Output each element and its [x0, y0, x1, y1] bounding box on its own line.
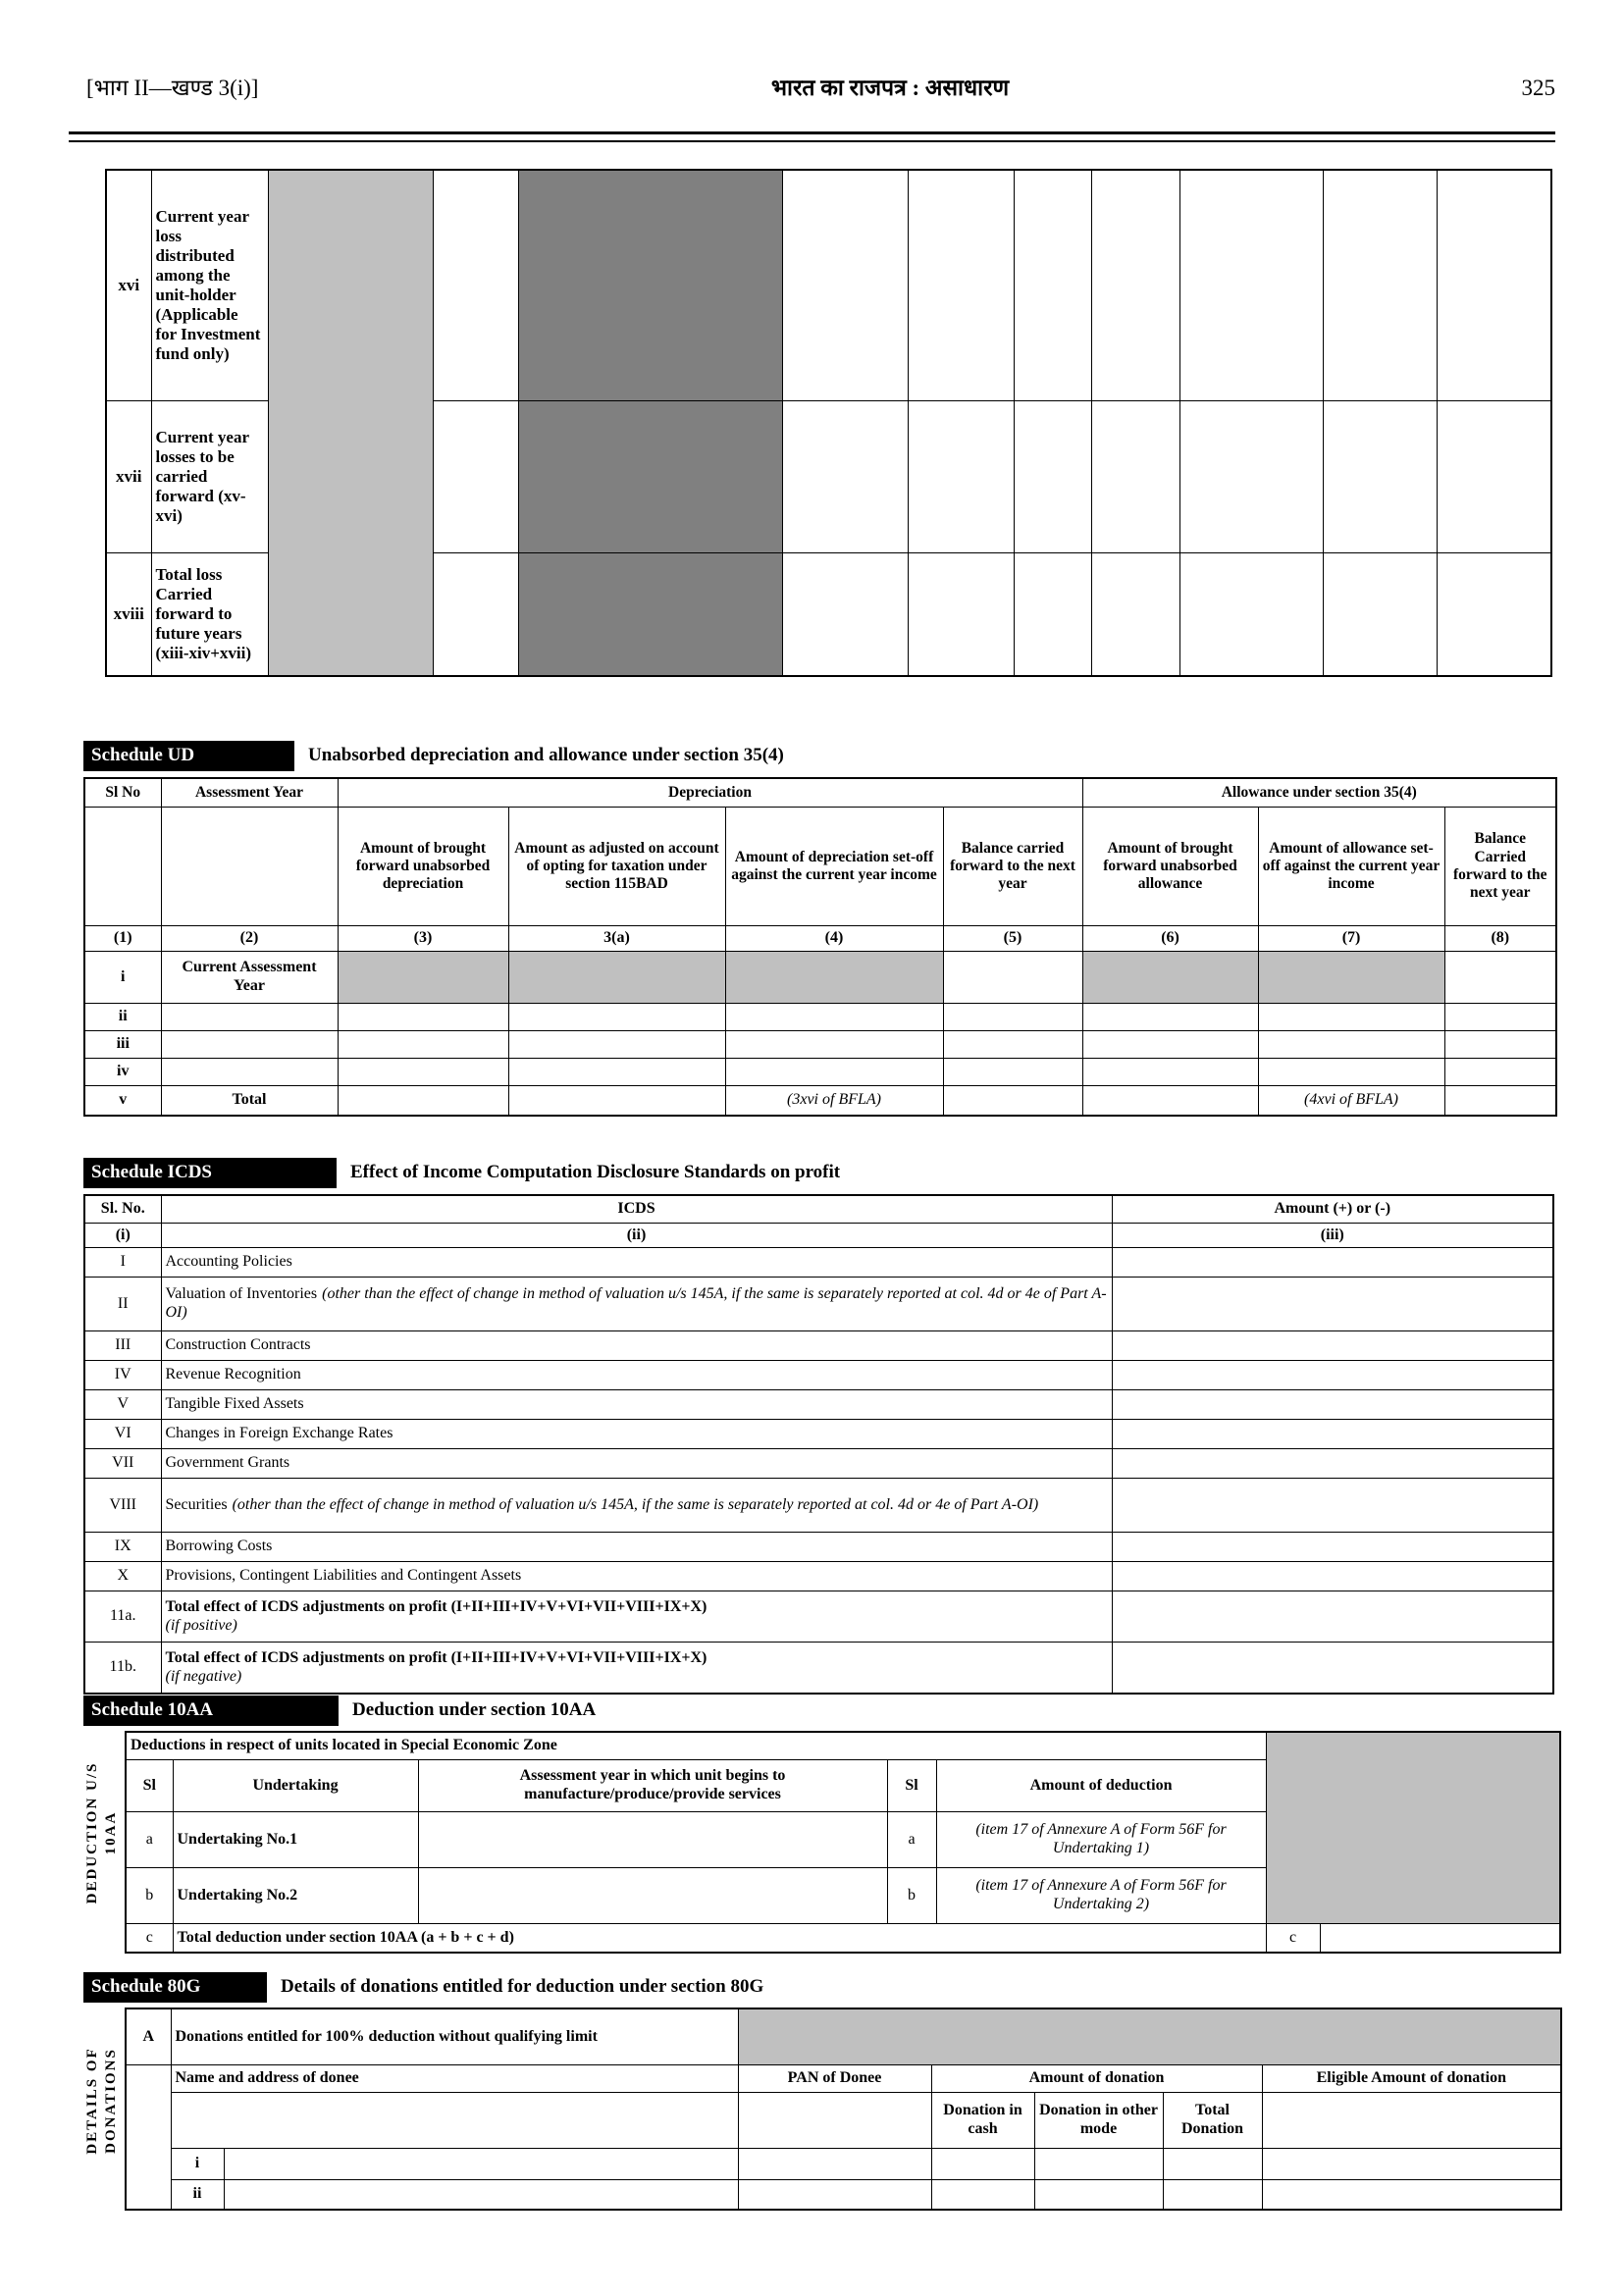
input-cell[interactable] [338, 1059, 508, 1086]
input-cell[interactable] [338, 1004, 508, 1031]
table-row [84, 1533, 1553, 1562]
table-row [126, 2008, 1561, 2065]
col-header-assessment-year: Assessment year in which unit begins to manufacture/produce/provide services [418, 1760, 887, 1812]
col-number: (i) [84, 1224, 161, 1248]
col-header-other-mode: Donation in other mode [1034, 2093, 1163, 2149]
input-cell[interactable] [433, 401, 518, 553]
row-label: 11a. [84, 1591, 161, 1643]
input-cell[interactable] [1320, 1924, 1560, 1954]
input-cell[interactable] [931, 2180, 1034, 2211]
row-description: Current year losses to be carried forward (xv-xvi) [151, 401, 268, 553]
row-label: iv [84, 1059, 161, 1086]
input-cell[interactable] [161, 1031, 338, 1059]
input-cell[interactable] [1179, 553, 1323, 677]
table-row [106, 170, 1551, 401]
col-number: (4) [725, 926, 943, 952]
input-cell[interactable] [1258, 1004, 1444, 1031]
col-header: Amount of depreciation set-off against the current year income [725, 808, 943, 926]
table-row [84, 1643, 1553, 1695]
col-header: Amount of brought forward unabsorbed depreciation [338, 808, 508, 926]
schedule-icds-heading [83, 1157, 840, 1188]
row-label: xviii [106, 553, 151, 677]
input-cell[interactable] [161, 1059, 338, 1086]
cell-reference-note: (item 17 of Annexure A of Form 56F for Undertaking 2) [936, 1868, 1266, 1924]
section-label: A [126, 2008, 171, 2065]
row-description: Total loss Carried forward to future years (xiii-xiv+xvii) [151, 553, 268, 677]
schedule-ud-heading [83, 740, 784, 771]
input-cell[interactable] [725, 1059, 943, 1086]
icds-item: Total effect of ICDS adjustments on profit (I+II+III+IV+V+VI+VII+VIII+IX+X) (if positive) [161, 1591, 1112, 1643]
undertaking-name: Undertaking No.2 [173, 1868, 418, 1924]
input-cell[interactable] [1112, 1562, 1553, 1591]
table-row [84, 1331, 1553, 1361]
row-label: b [887, 1868, 936, 1924]
input-cell[interactable] [1112, 1533, 1553, 1562]
header-gazette-title: भारत का राजपत्र : असाधारण [770, 76, 1010, 100]
col-number: (5) [943, 926, 1082, 952]
input-cell[interactable] [943, 1004, 1082, 1031]
icds-item: Tangible Fixed Assets [161, 1390, 1112, 1420]
col-number: (6) [1082, 926, 1258, 952]
schedule-ud-title: Unabsorbed depreciation and allowance under section 35(4) [308, 745, 784, 765]
shaded-cell [338, 952, 508, 1004]
input-cell[interactable] [1323, 553, 1437, 677]
schedule-80g-title: Details of donations entitled for deduction under section 80G [281, 1976, 764, 1997]
table-row [84, 778, 1556, 808]
input-cell[interactable] [433, 553, 518, 677]
input-cell[interactable] [224, 2149, 738, 2180]
input-cell[interactable] [161, 1004, 338, 1031]
input-cell[interactable] [1163, 2149, 1262, 2180]
input-cell[interactable] [931, 2149, 1034, 2180]
page-header [86, 71, 1555, 102]
icds-item: Borrowing Costs [161, 1533, 1112, 1562]
table-row [126, 2180, 1561, 2211]
schedule-80g-heading [83, 1971, 763, 2003]
table-row [84, 1390, 1553, 1420]
icds-item: Government Grants [161, 1449, 1112, 1479]
input-cell[interactable] [943, 1031, 1082, 1059]
table-row [84, 1224, 1553, 1248]
col-header-pan: PAN of Donee [738, 2065, 931, 2093]
cell-reference-note: (4xvi of BFLA) [1258, 1086, 1444, 1117]
table-row [126, 2093, 1561, 2149]
input-cell[interactable] [1014, 401, 1091, 553]
input-cell[interactable] [338, 1031, 508, 1059]
input-cell[interactable] [1163, 2180, 1262, 2211]
input-cell[interactable] [1444, 1059, 1556, 1086]
loss-carry-forward-table [105, 169, 1552, 677]
icds-item: Valuation of Inventories (other than the effect of change in method of valuation u/s 145A, if the same is separately reported at col. 4d or 4e of Part A-OI) [161, 1278, 1112, 1331]
col-header-amount: Amount (+) or (-) [1112, 1195, 1553, 1224]
row-label: IX [84, 1533, 161, 1562]
col-header-amount: Amount of deduction [936, 1760, 1266, 1812]
schedule-10aa-tag: Schedule 10AA [83, 1695, 339, 1726]
input-cell[interactable] [1112, 1479, 1553, 1533]
blank-cell [126, 2065, 171, 2211]
col-header-slno: Sl. No. [84, 1195, 161, 1224]
col-header-assessment-year: Assessment Year [161, 778, 338, 808]
icds-item: Construction Contracts [161, 1331, 1112, 1361]
input-cell[interactable] [433, 170, 518, 401]
schedule-80g-side-label: DETAILS OF DONATIONS [84, 2047, 119, 2155]
schedule-icds-tag: Schedule ICDS [83, 1158, 337, 1188]
table-row [84, 1479, 1553, 1533]
schedule-10aa-body [83, 1731, 1560, 1946]
shaded-cell [738, 2008, 1561, 2065]
input-cell[interactable] [1112, 1390, 1553, 1420]
input-cell[interactable] [738, 2180, 931, 2211]
input-cell[interactable] [725, 1004, 943, 1031]
input-cell[interactable] [508, 1031, 725, 1059]
icds-item: Provisions, Contingent Liabilities and Contingent Assets [161, 1562, 1112, 1591]
input-cell[interactable] [943, 1059, 1082, 1086]
col-number: (ii) [161, 1224, 1112, 1248]
row-title: Total [161, 1086, 338, 1117]
input-cell[interactable] [1091, 170, 1179, 401]
col-number: (iii) [1112, 1224, 1553, 1248]
input-cell[interactable] [1034, 2180, 1163, 2211]
col-header-total-donation: Total Donation [1163, 2093, 1262, 2149]
input-cell[interactable] [1091, 401, 1179, 553]
input-cell[interactable] [725, 1031, 943, 1059]
table-row [84, 1195, 1553, 1224]
schedule-10aa-side-label: DEDUCTION U/S 10AA [84, 1761, 119, 1904]
input-cell[interactable] [1437, 553, 1551, 677]
row-label: xvi [106, 170, 151, 401]
input-cell[interactable] [1112, 1278, 1553, 1331]
input-cell[interactable] [1112, 1591, 1553, 1643]
row-label: iii [84, 1031, 161, 1059]
input-cell[interactable] [1112, 1248, 1553, 1278]
shaded-cell [1266, 1732, 1560, 1924]
input-cell[interactable] [418, 1812, 887, 1868]
input-cell[interactable] [508, 1004, 725, 1031]
row-label: a [126, 1812, 173, 1868]
input-cell[interactable] [171, 2093, 738, 2149]
blank-cell [84, 808, 161, 926]
table-row [84, 1086, 1556, 1117]
row-label: IV [84, 1361, 161, 1390]
table-row [84, 1278, 1553, 1331]
header-part-section: [भाग II—खण्ड 3(i)] [86, 76, 259, 100]
input-cell[interactable] [1262, 2149, 1561, 2180]
group-header-allowance: Allowance under section 35(4) [1082, 778, 1556, 808]
input-cell[interactable] [782, 401, 908, 553]
group-header-depreciation: Depreciation [338, 778, 1082, 808]
row-label: I [84, 1248, 161, 1278]
input-cell[interactable] [1034, 2149, 1163, 2180]
input-cell[interactable] [1444, 1004, 1556, 1031]
undertaking-name: Undertaking No.1 [173, 1812, 418, 1868]
blank-cell [161, 808, 338, 926]
schedule-80g-table [125, 2008, 1562, 2211]
input-cell[interactable] [508, 1086, 725, 1117]
input-cell[interactable] [1082, 1086, 1258, 1117]
row-label: II [84, 1278, 161, 1331]
schedule-ud-table [83, 777, 1557, 1117]
item-note: (if positive) [165, 1616, 237, 1634]
cell-reference-note: (item 17 of Annexure A of Form 56F for Undertaking 1) [936, 1812, 1266, 1868]
table-row [126, 2065, 1561, 2093]
table-row [84, 1591, 1553, 1643]
row-label: c [1266, 1924, 1320, 1954]
col-number: (2) [161, 926, 338, 952]
table-row [84, 1562, 1553, 1591]
row-label: b [126, 1868, 173, 1924]
table-row [84, 1361, 1553, 1390]
schedule-80g-tag: Schedule 80G [83, 1972, 267, 2003]
shaded-cell [1258, 952, 1444, 1004]
col-header-cash: Donation in cash [931, 2093, 1034, 2149]
input-cell[interactable] [418, 1868, 887, 1924]
col-number: (1) [84, 926, 161, 952]
input-cell[interactable] [1082, 1004, 1258, 1031]
shaded-cell [518, 170, 782, 401]
row-title: Current Assessment Year [161, 952, 338, 1004]
table-row [126, 1732, 1560, 1760]
input-cell[interactable] [943, 952, 1082, 1004]
schedule-10aa-heading [83, 1695, 596, 1726]
col-header-slno: Sl No [84, 778, 161, 808]
input-cell[interactable] [738, 2149, 931, 2180]
col-header: Amount of brought forward unabsorbed allowance [1082, 808, 1258, 926]
row-label: VII [84, 1449, 161, 1479]
row-label: v [84, 1086, 161, 1117]
table-row [84, 808, 1556, 926]
input-cell[interactable] [1179, 401, 1323, 553]
col-header-sl: Sl [887, 1760, 936, 1812]
row-label: VI [84, 1420, 161, 1449]
input-cell[interactable] [1091, 553, 1179, 677]
table-row [84, 926, 1556, 952]
col-header-donee: Name and address of donee [171, 2065, 738, 2093]
row-label: c [126, 1924, 173, 1954]
shaded-cell [725, 952, 943, 1004]
table-row [84, 1449, 1553, 1479]
input-cell[interactable] [1258, 1031, 1444, 1059]
input-cell[interactable] [1112, 1449, 1553, 1479]
col-number: (3) [338, 926, 508, 952]
row-label: VIII [84, 1479, 161, 1533]
input-cell[interactable] [908, 553, 1014, 677]
schedule-ud-tag: Schedule UD [83, 741, 294, 771]
input-cell[interactable] [1258, 1059, 1444, 1086]
table-row [84, 952, 1556, 1004]
section-subtitle: Deductions in respect of units located in Special Economic Zone [126, 1732, 1266, 1760]
item-note: (other than the effect of change in method of valuation u/s 145A, if the same is separately reported at col. 4d or 4e of Part A-OI) [165, 1285, 1107, 1321]
header-rule [69, 131, 1555, 142]
table-row [84, 1059, 1556, 1086]
input-cell[interactable] [1112, 1331, 1553, 1361]
input-cell[interactable] [1437, 401, 1551, 553]
input-cell[interactable] [1323, 170, 1437, 401]
icds-item: Revenue Recognition [161, 1361, 1112, 1390]
row-label: 11b. [84, 1643, 161, 1695]
input-cell[interactable] [1014, 553, 1091, 677]
col-number: (7) [1258, 926, 1444, 952]
cell-reference-note: (3xvi of BFLA) [725, 1086, 943, 1117]
input-cell[interactable] [1082, 1059, 1258, 1086]
col-number: 3(a) [508, 926, 725, 952]
input-cell[interactable] [908, 401, 1014, 553]
col-header: Balance Carried forward to the next year [1444, 808, 1556, 926]
input-cell[interactable] [1323, 401, 1437, 553]
input-cell[interactable] [1444, 1031, 1556, 1059]
input-cell[interactable] [782, 170, 908, 401]
shaded-cell [508, 952, 725, 1004]
col-header-eligible: Eligible Amount of donation [1262, 2065, 1561, 2093]
row-label: ii [84, 1004, 161, 1031]
table-row [126, 1924, 1560, 1954]
total-label: Total deduction under section 10AA (a + b + c + d) [173, 1924, 1266, 1954]
col-number: (8) [1444, 926, 1556, 952]
row-description: Current year loss distributed among the unit-holder (Applicable for Investment fund only) [151, 170, 268, 401]
table-row [84, 1031, 1556, 1059]
input-cell[interactable] [1014, 170, 1091, 401]
input-cell[interactable] [1444, 952, 1556, 1004]
icds-item: Securities (other than the effect of change in method of valuation u/s 145A, if the same is separately reported at col. 4d or 4e of Part A-OI) [161, 1479, 1112, 1533]
input-cell[interactable] [338, 1086, 508, 1117]
col-header: Amount as adjusted on account of opting for taxation under section 115BAD [508, 808, 725, 926]
input-cell[interactable] [908, 170, 1014, 401]
row-label: i [84, 952, 161, 1004]
input-cell[interactable] [738, 2093, 931, 2149]
input-cell[interactable] [1082, 1031, 1258, 1059]
item-note: (if negative) [165, 1667, 242, 1685]
icds-item: Accounting Policies [161, 1248, 1112, 1278]
item-note: (other than the effect of change in method of valuation u/s 145A, if the same is separately reported at col. 4d or 4e of Part A-OI) [232, 1495, 1039, 1513]
col-header: Balance carried forward to the next year [943, 808, 1082, 926]
col-header-amount: Amount of donation [931, 2065, 1262, 2093]
icds-item: Total effect of ICDS adjustments on profit (I+II+III+IV+V+VI+VII+VIII+IX+X) (if negative) [161, 1643, 1112, 1695]
table-row [84, 1004, 1556, 1031]
page-number: 325 [1521, 76, 1555, 100]
icds-item: Changes in Foreign Exchange Rates [161, 1420, 1112, 1449]
input-cell[interactable] [224, 2180, 738, 2211]
input-cell[interactable] [1112, 1361, 1553, 1390]
shaded-cell [1082, 952, 1258, 1004]
row-label: ii [171, 2180, 224, 2211]
col-header: Amount of allowance set-off against the current year income [1258, 808, 1444, 926]
schedule-10aa-title: Deduction under section 10AA [352, 1699, 597, 1720]
table-row [84, 1420, 1553, 1449]
col-header-undertaking: Undertaking [173, 1760, 418, 1812]
col-header-icds: ICDS [161, 1195, 1112, 1224]
input-cell[interactable] [1179, 170, 1323, 401]
row-label: a [887, 1812, 936, 1868]
table-row [84, 1248, 1553, 1278]
schedule-icds-title: Effect of Income Computation Disclosure Standards on profit [350, 1162, 841, 1182]
input-cell[interactable] [1444, 1086, 1556, 1117]
shaded-cell [518, 553, 782, 677]
shaded-cell [518, 401, 782, 553]
row-label: i [171, 2149, 224, 2180]
input-cell[interactable] [1112, 1643, 1553, 1695]
row-label: V [84, 1390, 161, 1420]
input-cell[interactable] [1437, 170, 1551, 401]
schedule-10aa-table [125, 1731, 1561, 1954]
input-cell[interactable] [943, 1086, 1082, 1117]
row-label: xvii [106, 401, 151, 553]
input-cell[interactable] [1112, 1420, 1553, 1449]
section-title: Donations entitled for 100% deduction without qualifying limit [171, 2008, 738, 2065]
schedule-icds-table [83, 1194, 1554, 1695]
row-label: X [84, 1562, 161, 1591]
input-cell[interactable] [1262, 2180, 1561, 2211]
input-cell[interactable] [782, 553, 908, 677]
input-cell[interactable] [1262, 2093, 1561, 2149]
input-cell[interactable] [508, 1059, 725, 1086]
col-header-sl: Sl [126, 1760, 173, 1812]
shaded-cell [268, 170, 433, 676]
table-row [126, 2149, 1561, 2180]
schedule-80g-body [83, 2008, 1560, 2203]
row-label: III [84, 1331, 161, 1361]
